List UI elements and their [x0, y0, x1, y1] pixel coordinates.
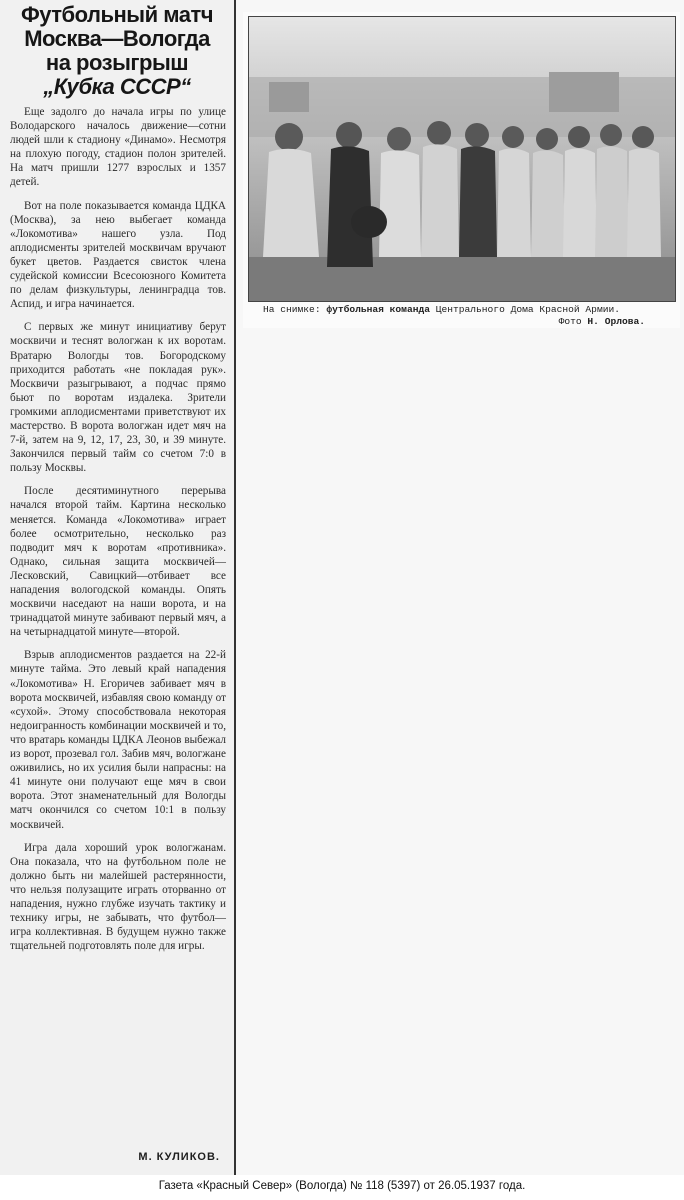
credit-name: Н. Орлова.	[587, 316, 645, 327]
source-citation: Газета «Красный Север» (Вологда) № 118 (5397) от 26.05.1937 года.	[158, 1180, 526, 1192]
article-column	[0, 0, 236, 1175]
article-headline	[0, 0, 234, 99]
photo-credit	[263, 316, 673, 328]
article-paragraph: С первых же минут инициативу берут москвичи и теснят вологжан к их воротам. Вратарю Вологды тов. Богородскому приходится работать «не покладая рук». Москвичи разыгрывают, а подчас прямо бьют по воротам издалека. Зрители громкими аплодисментами приветствуют их мастерство. В ворота вологжан идет мяч на 7-й, затем на 9, 12, 17, 23, 30, и 39 минуте. Закончился первый тайм со счетом 7:0 в пользу Москвы.	[10, 321, 226, 475]
photo-caption	[263, 304, 673, 328]
headline-line-3: на розыгрыш	[45, 50, 189, 75]
article-paragraph: Взрыв аплодисментов раздается на 22-й минуте тайма. Это левый край нападения «Локомотива» Н. Егоричев забивает мяч в ворота москвичей, избавляя свою команду от «сухой». Этому способствовала некоторая недоигранность комбинации москвичей и то, что вратарь команды ЦДКА Леонов выбежал из ворот, прозевал гол. Забив мяч, вологжане оживились, но их усилия были напрасны: на 41 минуте они получают еще мяч в свои ворота. Этот знаменательный для Вологды матч окончился со счетом 10:1 в пользу москвичей.	[10, 649, 226, 831]
author-signature: М. КУЛИКОВ.	[138, 1151, 220, 1163]
credit-prefix: Фото	[558, 316, 588, 327]
headline-line-1: Футбольный матч	[20, 2, 213, 27]
caption-rest: Центрального Дома Красной Армии.	[429, 304, 620, 315]
article-paragraph: Вот на поле показывается команда ЦДКА (Москва), за нею выбегает команда «Локомотива» нашего узла. Под аплодисменты зрителей москвичам вручают букет цветов. Раздается свисток члена судейской комиссии Всесоюзного Комитета по делам физкультуры, ленинградца тов. Аспид, и игра начинается.	[10, 199, 226, 311]
team-photo	[248, 16, 676, 302]
team-photo-illustration	[249, 17, 675, 301]
headline-line-2: Москва—Вологда	[24, 26, 210, 51]
article-paragraph: Еще задолго до начала игры по улице Володарского началось движение—сотни людей шли к стадиону «Динамо». Несмотря на плохую погоду, стадион полон зрителей. На матч пришли 1277 взрослых и 1357 детей.	[10, 106, 226, 189]
caption-prefix: На снимке:	[263, 304, 327, 315]
article-paragraph: Игра дала хороший урок вологжанам. Она показала, что на футбольном поле не должно быть ни малейшей растерянности, что нельзя полузащите играть оторванно от нападения, нужно глубже изучать тактику и технику игры, не забывать, что футбол—игра коллективная. В будущем нужно также тщательней подготовлять поле для игры.	[10, 841, 226, 953]
photo-block	[243, 12, 680, 328]
article-body	[0, 99, 234, 953]
caption-bold: футбольная команда	[326, 304, 430, 315]
article-paragraph: После десятиминутного перерыва начался второй тайм. Картина несколько меняется. Команда «Локомотива» играет более осмотрительно, несколько раз подводит мяч к воротам «противника». Однако, сильная защита москвичей—Лесковский, Савицкий—отбивает все нападения вологодской команды. Опять москвичи наседают на наши ворота, и на тринадцатой минуте забивают первый мяч, а на четырнадцатой минуте—второй.	[10, 485, 226, 639]
headline-line-4: „Кубка СССР“	[43, 74, 191, 99]
